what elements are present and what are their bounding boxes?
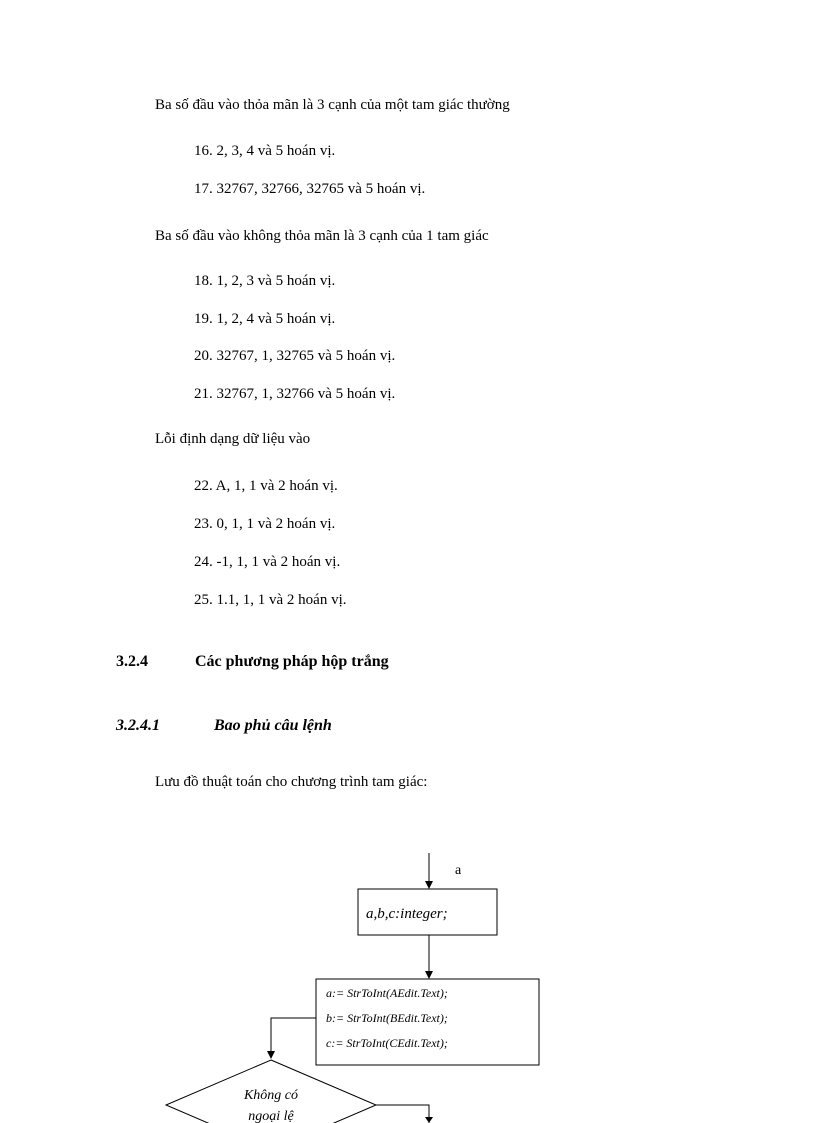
section-c-heading: Lỗi định dạng dữ liệu vào bbox=[155, 431, 311, 447]
flowchart-intro: Lưu đồ thuật toán cho chương trình tam giác: bbox=[155, 774, 428, 790]
flow-arrow-decision-out bbox=[376, 1105, 429, 1123]
section-b-heading: Ba số đầu vào không thỏa mãn là 3 cạnh của 1 tam giác bbox=[155, 228, 489, 244]
assignment-line: b:= StrToInt(BEdit.Text); bbox=[326, 1011, 448, 1025]
heading-3241-title: Bao phủ câu lệnh bbox=[214, 717, 332, 734]
edge-label: a bbox=[455, 863, 462, 878]
list-item: 21. 32767, 1, 32766 và 5 hoán vị. bbox=[194, 386, 396, 402]
decision-text: Không có bbox=[243, 1088, 299, 1103]
heading-324-title: Các phương pháp hộp trắng bbox=[195, 653, 389, 670]
assignment-line: c:= StrToInt(CEdit.Text); bbox=[326, 1036, 448, 1050]
heading-324-number: 3.2.4 bbox=[116, 653, 148, 670]
arrow-head bbox=[425, 1117, 433, 1123]
heading-3241-number: 3.2.4.1 bbox=[116, 717, 160, 734]
decision-text: ngoại lệ bbox=[248, 1109, 294, 1123]
list-item: 23. 0, 1, 1 và 2 hoán vị. bbox=[194, 516, 336, 532]
list-item: 25. 1.1, 1, 1 và 2 hoán vị. bbox=[194, 592, 347, 608]
section-a-heading: Ba số đầu vào thỏa mãn là 3 cạnh của một tam giác thường bbox=[155, 97, 510, 113]
list-item: 18. 1, 2, 3 và 5 hoán vị. bbox=[194, 273, 336, 289]
list-item: 19. 1, 2, 4 và 5 hoán vị. bbox=[194, 311, 336, 327]
assignment-line: a:= StrToInt(AEdit.Text); bbox=[326, 986, 448, 1000]
list-item: 20. 32767, 1, 32765 và 5 hoán vị. bbox=[194, 348, 396, 364]
list-item: 17. 32767, 32766, 32765 và 5 hoán vị. bbox=[194, 181, 426, 197]
list-item: 22. A, 1, 1 và 2 hoán vị. bbox=[194, 478, 338, 494]
list-item: 16. 2, 3, 4 và 5 hoán vị. bbox=[194, 143, 336, 159]
list-item: 24. -1, 1, 1 và 2 hoán vị. bbox=[194, 554, 341, 570]
declaration-text: a,b,c:integer; bbox=[366, 906, 448, 922]
flow-arrow-to-decision bbox=[271, 1018, 316, 1058]
